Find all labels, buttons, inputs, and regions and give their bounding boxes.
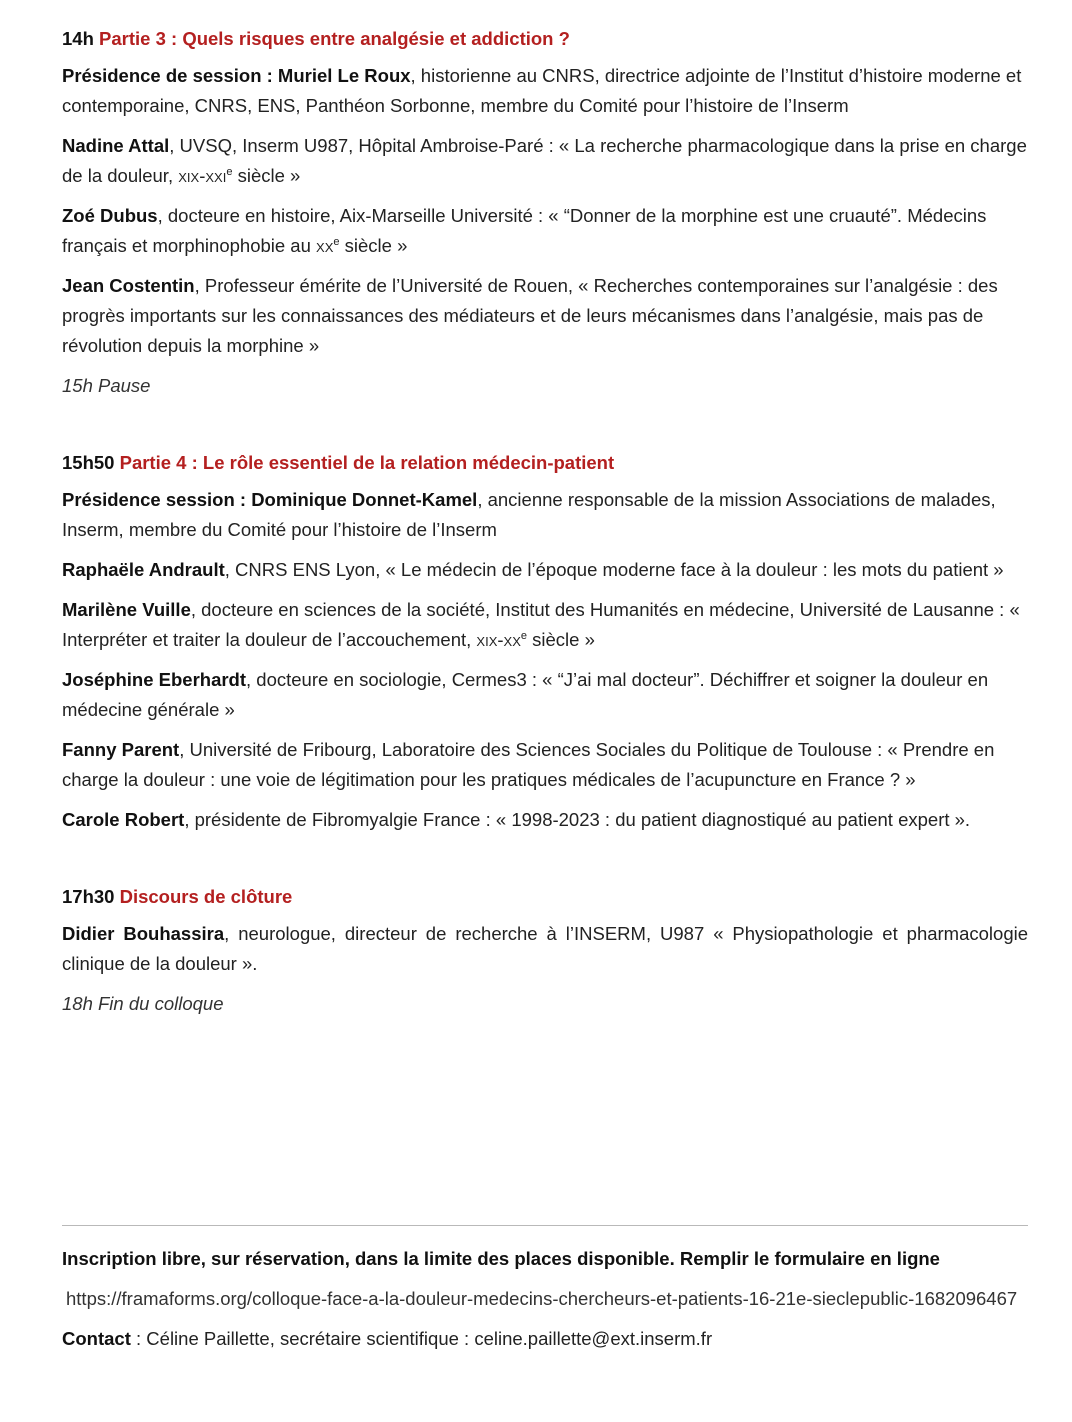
speaker-desc-end: siècle » — [339, 235, 408, 256]
century-suffix: e — [520, 629, 528, 642]
speaker-entry — [62, 919, 1028, 979]
presidency-name: Présidence de session : Muriel Le Roux — [62, 65, 411, 86]
speaker-entry — [62, 735, 1028, 795]
speaker-name: Raphaële Andrault — [62, 559, 225, 580]
speaker-desc: , docteure en sociologie, Cermes3 : « “J’ai mal docteur”. Déchiffrer et soigner la douleur en médecine générale » — [62, 669, 989, 720]
program-page — [62, 24, 1028, 1019]
presidency-desc: , historienne au CNRS, directrice adjointe de l’Institut d’histoire moderne et contemporaine, CNRS, ENS, Panthéon Sorbonne, membre du Comité pour l’histoire de l’Inserm — [62, 65, 1022, 116]
speaker-desc: , docteure en histoire, Aix-Marseille Université : « “Donner de la morphine est une cruauté”. Médecins français et morphinophobie au — [62, 205, 987, 256]
section-part-4 — [62, 448, 1028, 835]
speaker-entry — [62, 805, 1028, 835]
speaker-name: Marilène Vuille — [62, 599, 191, 620]
session-title: Partie 4 : Le rôle essentiel de la relation médecin-patient — [119, 452, 615, 473]
registration-link[interactable]: https://framaforms.org/colloque-face-a-la-douleur-medecins-chercheurs-et-patients-16-21e-sieclepublic-1682096467 — [66, 1288, 1018, 1309]
speaker-entry — [62, 271, 1028, 361]
speaker-desc: , CNRS ENS Lyon, « Le médecin de l’époque moderne face à la douleur : les mots du patient » — [224, 559, 1004, 580]
speaker-desc: , neurologue, directeur de recherche à l’INSERM, U987 « Physiopathologie et pharmacologie clinique de la douleur ». — [62, 923, 1029, 974]
presidency-name: Présidence session : Dominique Donnet-Kamel — [62, 489, 478, 510]
contact-line — [62, 1324, 1028, 1354]
contact-label: Contact — [62, 1328, 131, 1349]
speaker-entry — [62, 201, 1028, 261]
century-suffix: e — [226, 165, 233, 178]
session-title: Discours de clôture — [119, 886, 293, 907]
speaker-name: Jean Costentin — [62, 275, 195, 296]
century: xx — [316, 235, 334, 256]
speaker-name: Carole Robert — [62, 809, 185, 830]
speaker-desc-end: siècle » — [527, 629, 595, 650]
speaker-desc-end: siècle » — [232, 165, 301, 186]
speaker-desc: , UVSQ, Inserm U987, Hôpital Ambroise-Paré : « La recherche pharmacologique dans la prise en charge de la douleur, — [62, 135, 1027, 186]
session-time: 15h50 — [62, 452, 115, 473]
section-heading — [62, 448, 1028, 478]
footer-divider — [62, 1225, 1028, 1226]
speaker-name: Nadine Attal — [62, 135, 170, 156]
session-title: Partie 3 : Quels risques entre analgésie et addiction ? — [99, 28, 570, 49]
session-presidency — [62, 485, 1028, 545]
speaker-entry — [62, 595, 1028, 655]
speaker-desc: , présidente de Fibromyalgie France : « 1998-2023 : du patient diagnostiqué au patient expert ». — [184, 809, 971, 830]
speaker-name: Fanny Parent — [62, 739, 180, 760]
registration-note: Inscription libre, sur réservation, dans la limite des places disponible. Remplir le formulaire en ligne — [62, 1248, 940, 1269]
section-closing — [62, 882, 1028, 1019]
session-time: 14h — [62, 28, 94, 49]
contact-info[interactable]: : Céline Paillette, secrétaire scientifique : celine.paillette@ext.inserm.fr — [130, 1328, 713, 1349]
century-suffix: e — [333, 235, 340, 248]
end-note: 18h Fin du colloque — [62, 993, 224, 1014]
section-part-3 — [62, 24, 1028, 401]
pause-note: 15h Pause — [62, 375, 151, 396]
speaker-desc: , Professeur émérite de l’Université de Rouen, « Recherches contemporaines sur l’analgésie : des progrès importants sur les connaissances des médiateurs et de leurs mécanismes dans l’analgésie, mais pas de révolution depuis la morphine » — [62, 275, 998, 356]
speaker-entry — [62, 555, 1028, 585]
century: xix-xx — [476, 629, 521, 650]
speaker-entry — [62, 131, 1028, 191]
speaker-name: Joséphine Eberhardt — [62, 669, 247, 690]
session-presidency — [62, 61, 1028, 121]
speaker-name: Zoé Dubus — [62, 205, 158, 226]
speaker-desc: , docteure en sciences de la société, Institut des Humanités en médecine, Université de Lausanne : « Interpréter et traiter la douleur de l’accouchement, — [62, 599, 1020, 650]
speaker-entry — [62, 665, 1028, 725]
section-heading — [62, 882, 1028, 912]
speaker-desc: , Université de Fribourg, Laboratoire des Sciences Sociales du Politique de Toulouse : « Prendre en charge la douleur : une voie de légitimation pour les pratiques médicales de l’acupuncture en France ? » — [62, 739, 995, 790]
speaker-name: Didier Bouhassira — [62, 923, 225, 944]
footer — [62, 1244, 1028, 1354]
century: xix-xxi — [178, 165, 227, 186]
section-heading — [62, 24, 1028, 54]
presidency-desc: , ancienne responsable de la mission Associations de malades, Inserm, membre du Comité pour l’histoire de l’Inserm — [62, 489, 996, 540]
session-time: 17h30 — [62, 886, 115, 907]
